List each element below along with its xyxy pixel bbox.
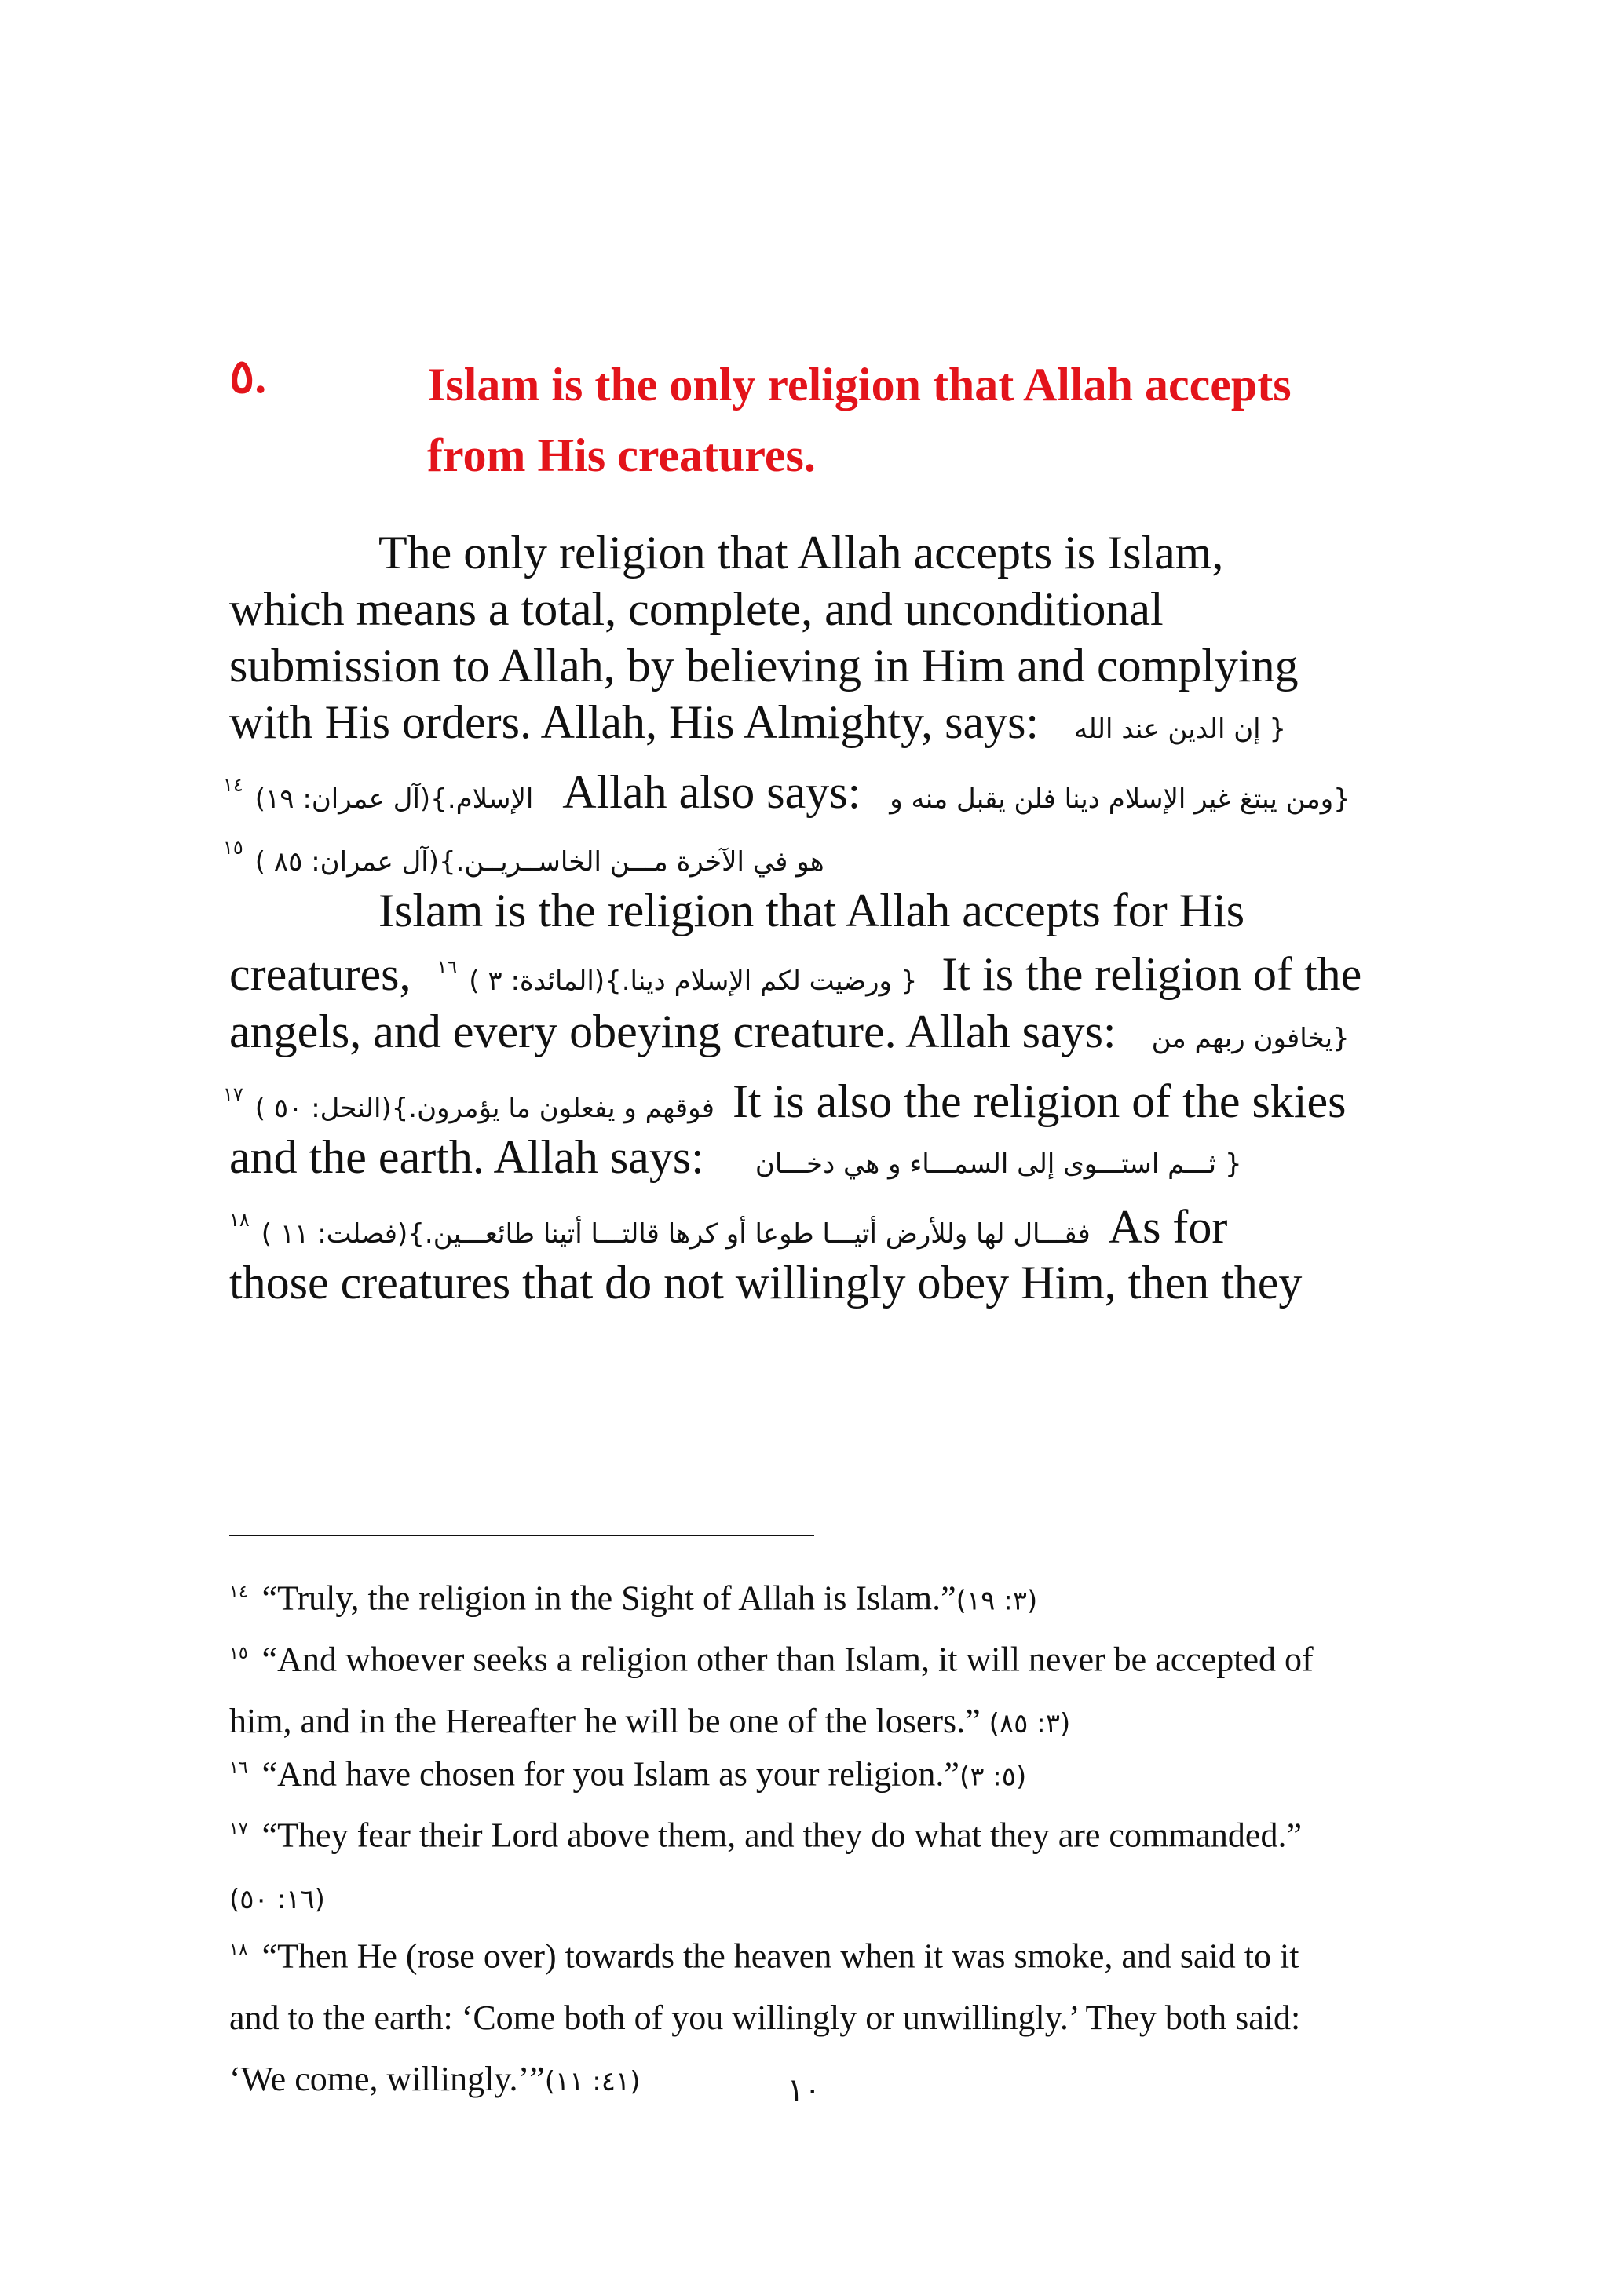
paragraph-line: submission to Allah, by believing in Him and complying [229,640,1299,692]
paragraph-line [223,819,824,890]
footnote-15 [229,1623,1383,1754]
footnote-ref: ١٧ [223,1083,243,1105]
paragraph-line [229,939,1361,1009]
footnote-mark: ١٥ [229,1644,248,1663]
paragraph-line: The only religion that Allah accepts is Islam, [378,527,1224,579]
quran-quote: { ثـــم استـــوى إلى السمـــاء و هي دخـــان [755,1148,1242,1180]
footnote-text: ‘We come, willingly.’” [229,2059,545,2098]
paragraph-line [229,1129,1242,1192]
footnote-ref: ١٥ [223,837,243,859]
quran-quote: { إن الدين عند الله [1074,714,1287,745]
quran-quote: {يخافون ربهم من [1151,1023,1350,1054]
paragraph-line [229,1003,1350,1067]
footnote-text: “And whoever seeks a religion other than Islam, it will never be accepted of [261,1640,1314,1679]
text-segment: As for [1108,1201,1228,1253]
paragraph-line [229,694,1286,757]
footnote-text: him, and in the Hereafter he will be one of the losers.” [229,1701,989,1740]
footnote-14 [229,1562,1383,1632]
quran-quote: فقـــال لها وللأرض أتيـــا طوعا أو كرها قالتـــا أتينا طائعـــين.}(فصلت: ١١ ) [261,1218,1091,1250]
quran-quote: هو في الآخرة مـــن الخاســريــن.}(آل عمران: ٨٥ ) [254,846,824,878]
quran-quote: الإسلام.}(آل عمران: ١٩) [254,783,534,815]
footnote-mark: ١٧ [229,1820,248,1839]
page-number: ١٠ [787,2072,821,2108]
footnote-mark: ١٤ [229,1582,248,1602]
footnote-mark: ١٦ [229,1758,248,1778]
section-title-line2: from His creatures. [427,429,816,481]
quran-quote: { ورضيت لكم الإسلام دينا.}(المائدة: ٣ ) [469,965,918,997]
text-segment: It is also the religion of the skies [732,1075,1347,1127]
footnote-ref: ١٤ [223,774,243,796]
paragraph-line: which means a total, complete, and unconditional [229,583,1164,635]
text-segment: angels, and every obeying creature. Allah says: [229,1006,1116,1057]
footnote-mark: ١٨ [229,1940,248,1960]
section-number: ٥. [229,351,267,403]
footnote-ref: ١٨ [229,1209,250,1231]
footnote-text: “They fear their Lord above them, and they do what they are commanded.” [261,1816,1302,1855]
text-segment: It is the religion of the [941,948,1362,1000]
footnote-text: “Truly, the religion in the Sight of Allah is Islam.” [261,1579,956,1618]
text-segment: with His orders. Allah, His Almighty, says: [229,696,1040,748]
footnote-17 [229,1799,1383,1930]
footnote-text: and to the earth: ‘Come both of you willingly or unwillingly.’ They both said: [229,1998,1301,2037]
footnote-ref: ١٦ [437,956,458,978]
footnote-text: “Then He (rose over) towards the heaven when it was smoke, and said to it [261,1936,1299,1976]
quran-quote: فوقهم و يفعلون ما يؤمرون.}(النحل: ٥٠ ) [254,1093,714,1124]
footnote-reference: (٣: ١٩) [956,1585,1038,1617]
paragraph-line [223,1066,1346,1137]
text-segment: and the earth. Allah says: [229,1131,704,1183]
paragraph-line [223,757,1350,827]
footnote-16 [229,1738,1383,1808]
paragraph-line [229,1192,1227,1262]
footnote-reference: (٣: ٨٥) [989,1707,1071,1739]
text-segment: creatures, [229,948,411,1000]
footnote-divider [229,1535,814,1536]
quran-quote: {ومن يبتغ غير الإسلام دينا فلن يقبل منه و [890,783,1350,815]
footnote-reference: (١٦: ٥٠) [229,1883,325,1915]
paragraph-line: those creatures that do not willingly obey Him, then they [229,1257,1303,1309]
footnote-text: “And have chosen for you Islam as your religion.” [261,1754,959,1794]
footnote-reference: (٤١: ١١) [544,2065,641,2097]
paragraph-line: Islam is the religion that Allah accepts for His [378,885,1245,936]
footnote-reference: (٥: ٣) [959,1761,1027,1793]
section-title-line1: Islam is the only religion that Allah accepts [427,359,1292,411]
text-segment: Allah also says: [562,766,861,818]
